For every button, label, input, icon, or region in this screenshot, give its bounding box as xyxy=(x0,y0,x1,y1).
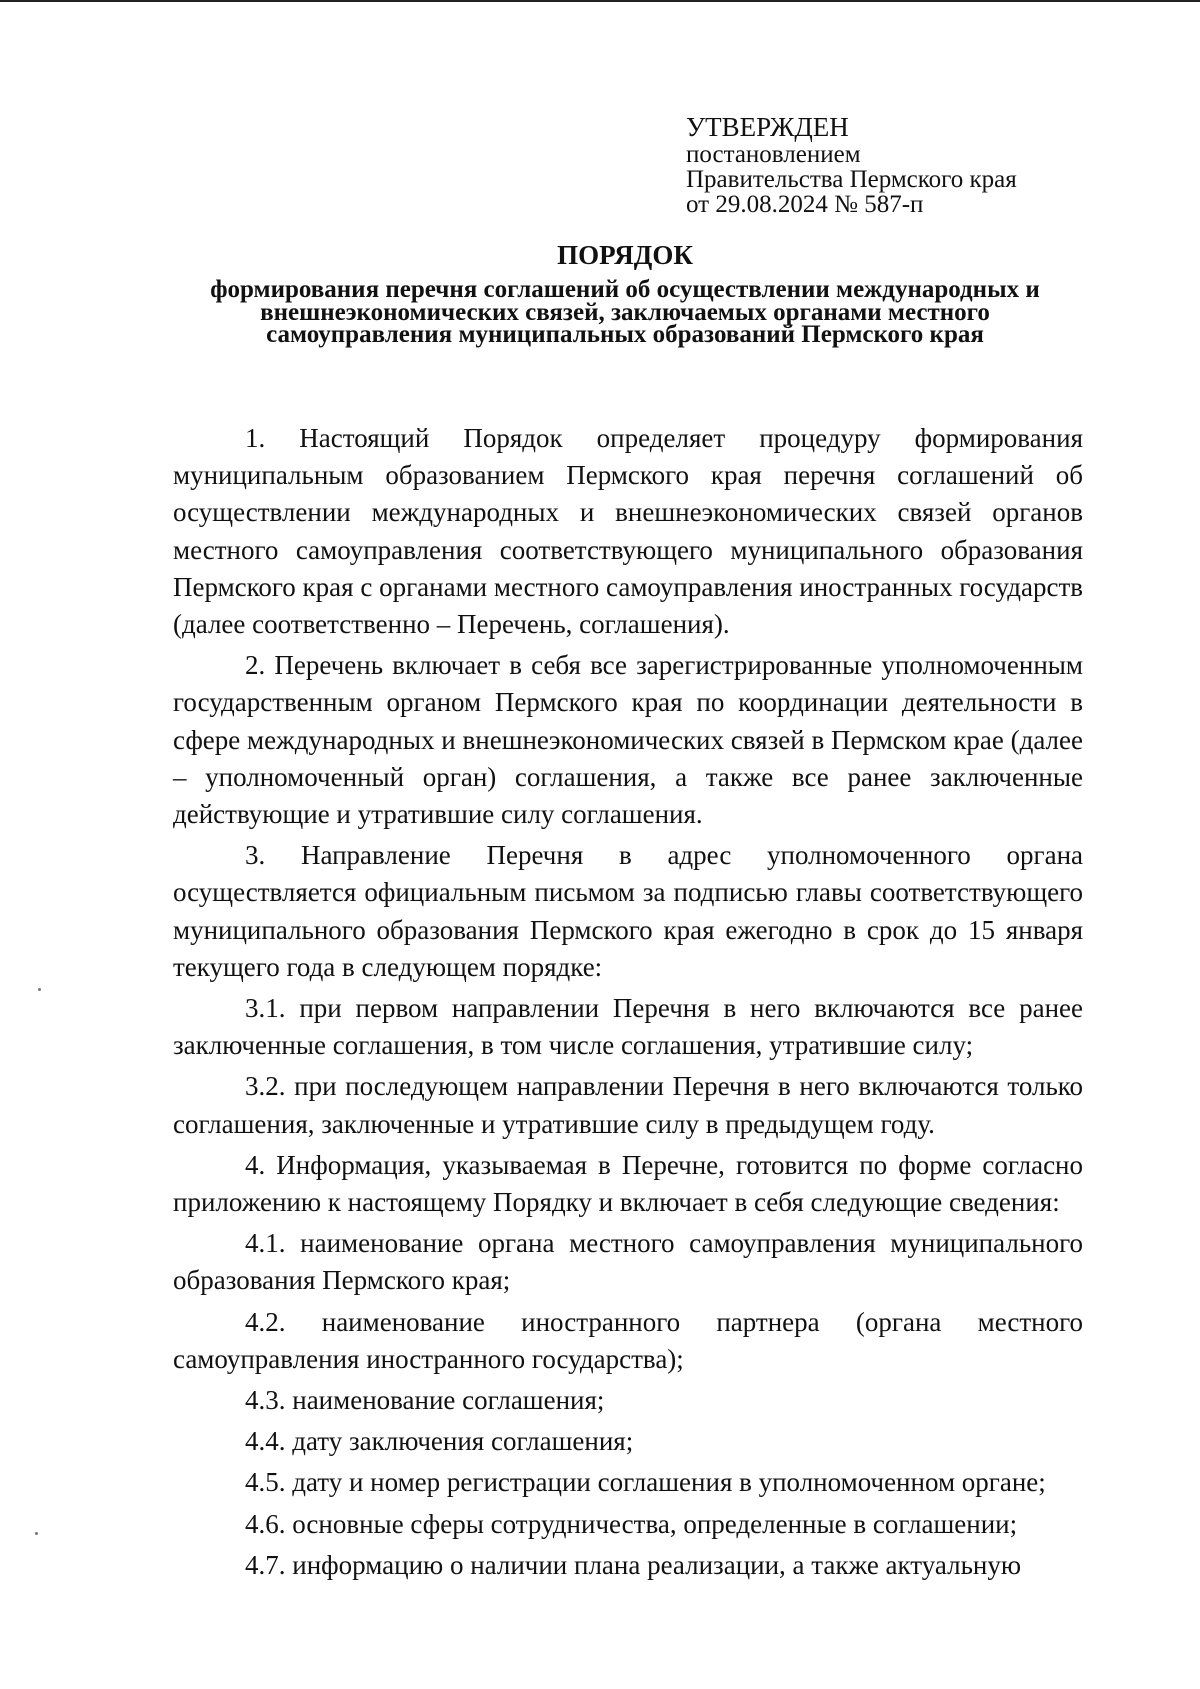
document-title: ПОРЯДОК xyxy=(557,240,693,270)
paragraph-1: 1. Настоящий Порядок определяет процедуру формирования муниципальным образованием Пермского края перечня соглашений об осуществлении международных и внешнеэкономических связей органов местного самоуправления соответствующего муниципального образования Пермского края с органами местного самоуправления иностранных государств (далее соответственно – Перечень, соглашения). xyxy=(173,423,1083,640)
paragraph-4-6: 4.6. основные сферы сотрудничества, определенные в соглашении; xyxy=(245,1508,1018,1539)
approval-date-number: от 29.08.2024 № 587-п xyxy=(686,191,924,218)
paragraph-4-7: 4.7. информацию о наличии плана реализации, а также актуальную xyxy=(245,1549,1022,1580)
paragraph-2: 2. Перечень включает в себя все зарегистрированные уполномоченным государственным органом Пермского края по координации деятельности в сфере международных и внешнеэкономических связей в Пермском крае (далее – уполномоченный орган) соглашения, а также все ранее заключенные действующие и утратившие силу соглашения. xyxy=(173,650,1083,830)
paragraph-3: 3. Направление Перечня в адрес уполномоченного органа осуществляется официальным письмом за подписью главы соответствующего муниципального образования Пермского края ежегодно в срок до 15 января текущего года в следующем порядке: xyxy=(173,840,1083,982)
paragraph-4-4: 4.4. дату заключения соглашения; xyxy=(245,1426,634,1457)
paragraph-3-1: 3.1. при первом направлении Перечня в него включаются все ранее заключенные соглашения, в том числе соглашения, утратившие силу; xyxy=(173,993,1083,1061)
document-body xyxy=(173,420,1083,1584)
paragraph-4: 4. Информация, указываемая в Перечне, готовится по форме согласно приложению к настоящему Порядку и включает в себя следующие сведения: xyxy=(173,1149,1083,1218)
scan-speck xyxy=(38,988,41,991)
approval-line: Правительства Пермского края xyxy=(686,166,1017,193)
paragraph-4-5: 4.5. дату и номер регистрации соглашения в уполномоченном органе; xyxy=(245,1467,1046,1498)
approval-stamp xyxy=(686,112,1017,217)
paragraph-4-3: 4.3. наименование соглашения; xyxy=(245,1385,605,1416)
document-subtitle: формирования перечня соглашений об осуществлении международных и внешнеэкономических связей, заключаемых органами местного самоуправления муниципальных образований Пермского края xyxy=(210,276,1040,348)
approval-title: УТВЕРЖДЕН xyxy=(686,112,849,142)
approval-line: постановлением xyxy=(686,141,861,168)
paragraph-3-2: 3.2. при последующем направлении Перечня в него включаются только соглашения, заключенные и утратившие силу в предыдущем году. xyxy=(173,1071,1083,1139)
paragraph-4-1: 4.1. наименование органа местного самоуправления муниципального образования Пермского края; xyxy=(173,1228,1083,1296)
paragraph-4-2: 4.2. наименование иностранного партнера (органа местного самоуправления иностранного государства); xyxy=(173,1306,1083,1374)
scan-speck xyxy=(35,1532,38,1535)
